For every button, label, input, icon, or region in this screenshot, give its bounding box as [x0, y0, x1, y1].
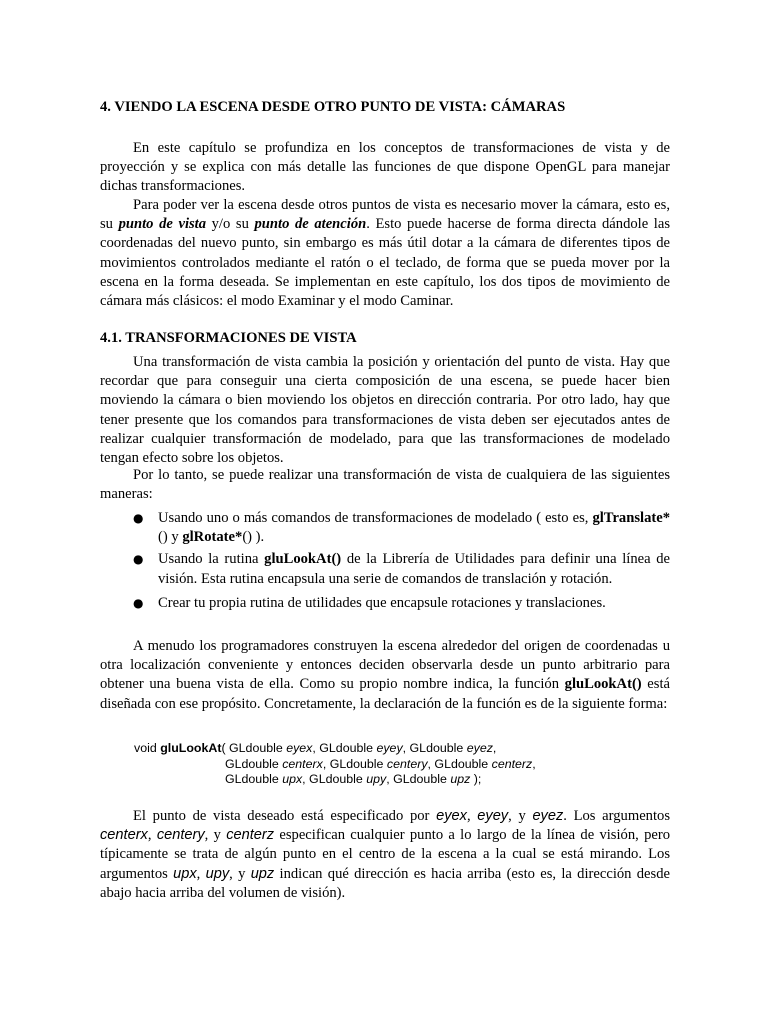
text-run: Para poder ver la escena desde otros puntos de vista es necesario mover la cámara, esto es, su: [100, 197, 670, 233]
text-run: de la Librería de Utilidades para definir una línea de visión. Esta rutina encapsula una serie de comandos de translación y rotación.: [158, 551, 671, 587]
bullet-icon: ●: [133, 552, 144, 567]
text-run: () ).: [242, 529, 265, 546]
code-declaration: [134, 741, 674, 788]
arg-name: eyez: [532, 808, 564, 824]
chapter-heading: 4. VIENDO LA ESCENA DESDE OTRO PUNTO DE VISTA: CÁMARAS: [100, 99, 566, 115]
text-run: Usando la rutina: [158, 551, 265, 568]
code-line: GLdouble upx, GLdouble upy, GLdouble upz );: [225, 772, 482, 786]
list-item: [100, 550, 670, 588]
text-run: () y: [158, 529, 183, 546]
code-term: glTranslate*: [592, 510, 670, 526]
bullet-list: [100, 509, 670, 613]
paragraph-intro: En este capítulo se profundiza en los conceptos de transformaciones de vista y de proyección y se explica con más detalle las funciones de que dispone OpenGL para manejar dichas transformaciones.: [100, 140, 670, 195]
section-heading: 4.1. TRANSFORMACIONES DE VISTA: [100, 330, 357, 346]
code-line: GLdouble centerx, GLdouble centery, GLdouble centerz,: [225, 756, 536, 771]
arg-name: eyey: [477, 808, 509, 824]
term-punto-de-atencion: punto de atención: [254, 216, 367, 233]
arg-name: centery: [156, 827, 205, 844]
text-run: Usando uno o más comandos de transformaciones de modelado ( esto es,: [158, 510, 593, 526]
list-item: [100, 594, 670, 613]
arg-name: centerz: [226, 827, 275, 844]
paragraph-glulookat: [100, 637, 670, 714]
text-run: está diseñada con ese propósito. Concretamente, la declaración de la función es de la siguiente forma:: [100, 676, 670, 712]
code-term: gluLookAt(): [264, 551, 342, 568]
arg-name: centerx: [100, 827, 148, 844]
text-run: . Esto puede hacerse de forma directa dándole las coordenadas del nuevo punto, sin embargo es más útil dotar a la cámara de diferentes tipos de movimientos controlados mediante el ratón o el teclado, de forma que se pueda mover por la escena en la forma deseada. Se implementan en este capítulo, los dos tipos de movimiento de cámara más clásicos: el modo Examinar y el modo Caminar.: [100, 216, 671, 310]
text-run: y/o su: [206, 216, 255, 233]
paragraph-view-transform: Una transformación de vista cambia la posición y orientación del punto de vista. Hay que recordar que para conseguir una cierta composición de una escena, se puede hacer bien moviendo la cámara o bien moviendo los objetos en dirección contraria. Por otro lado, hay que tener presente que los comandos para transformaciones de vista deben ser ejecutados antes de realizar cualquier transformación de modelado, para que las transformaciones de modelado tengan efecto sobre los objetos.: [100, 354, 670, 467]
text-run: Crear tu propia rutina de utilidades que encapsule rotaciones y translaciones.: [158, 594, 606, 611]
arg-name: upx: [173, 865, 197, 882]
bullet-icon: ●: [133, 595, 144, 610]
code-term: glRotate*: [182, 529, 243, 546]
arg-name: upy: [205, 865, 230, 882]
arg-name: upz: [250, 865, 275, 882]
text-run: A menudo los programadores construyen la escena alrededor del origen de coordenadas u otra localización conveniente y entonces deciden observarla desde un punto arbitrario para obtener una buena vista de ella. Como su propio nombre indica, la función: [100, 638, 670, 693]
code-term: gluLookAt(): [564, 676, 642, 693]
bullet-icon: ●: [133, 511, 144, 525]
paragraph-ways: Por lo tanto, se puede realizar una transformación de vista de cualquiera de las siguientes maneras:: [100, 467, 670, 503]
code-line: void gluLookAt( GLdouble eyex, GLdouble eyey, GLdouble eyez,: [134, 741, 497, 755]
paragraph-camera: [100, 196, 670, 311]
paragraph-arguments: El punto de vista deseado está especificado por eyex, eyey, y eyez. Los argumentos centerx, centery, y centerz especifican cualquier punto a lo largo de la línea de visión, pero típicamente se trata de algún punto en el centro de la escena a la cual se está mirando. Los argumentos upx, upy, y upz indican qué dirección es hacia arriba (esto es, la dirección desde abajo hacia arriba del volumen de visión).: [100, 808, 671, 901]
arg-name: eyex: [436, 808, 467, 824]
term-punto-de-vista: punto de vista: [118, 216, 207, 233]
list-item: [100, 509, 670, 547]
